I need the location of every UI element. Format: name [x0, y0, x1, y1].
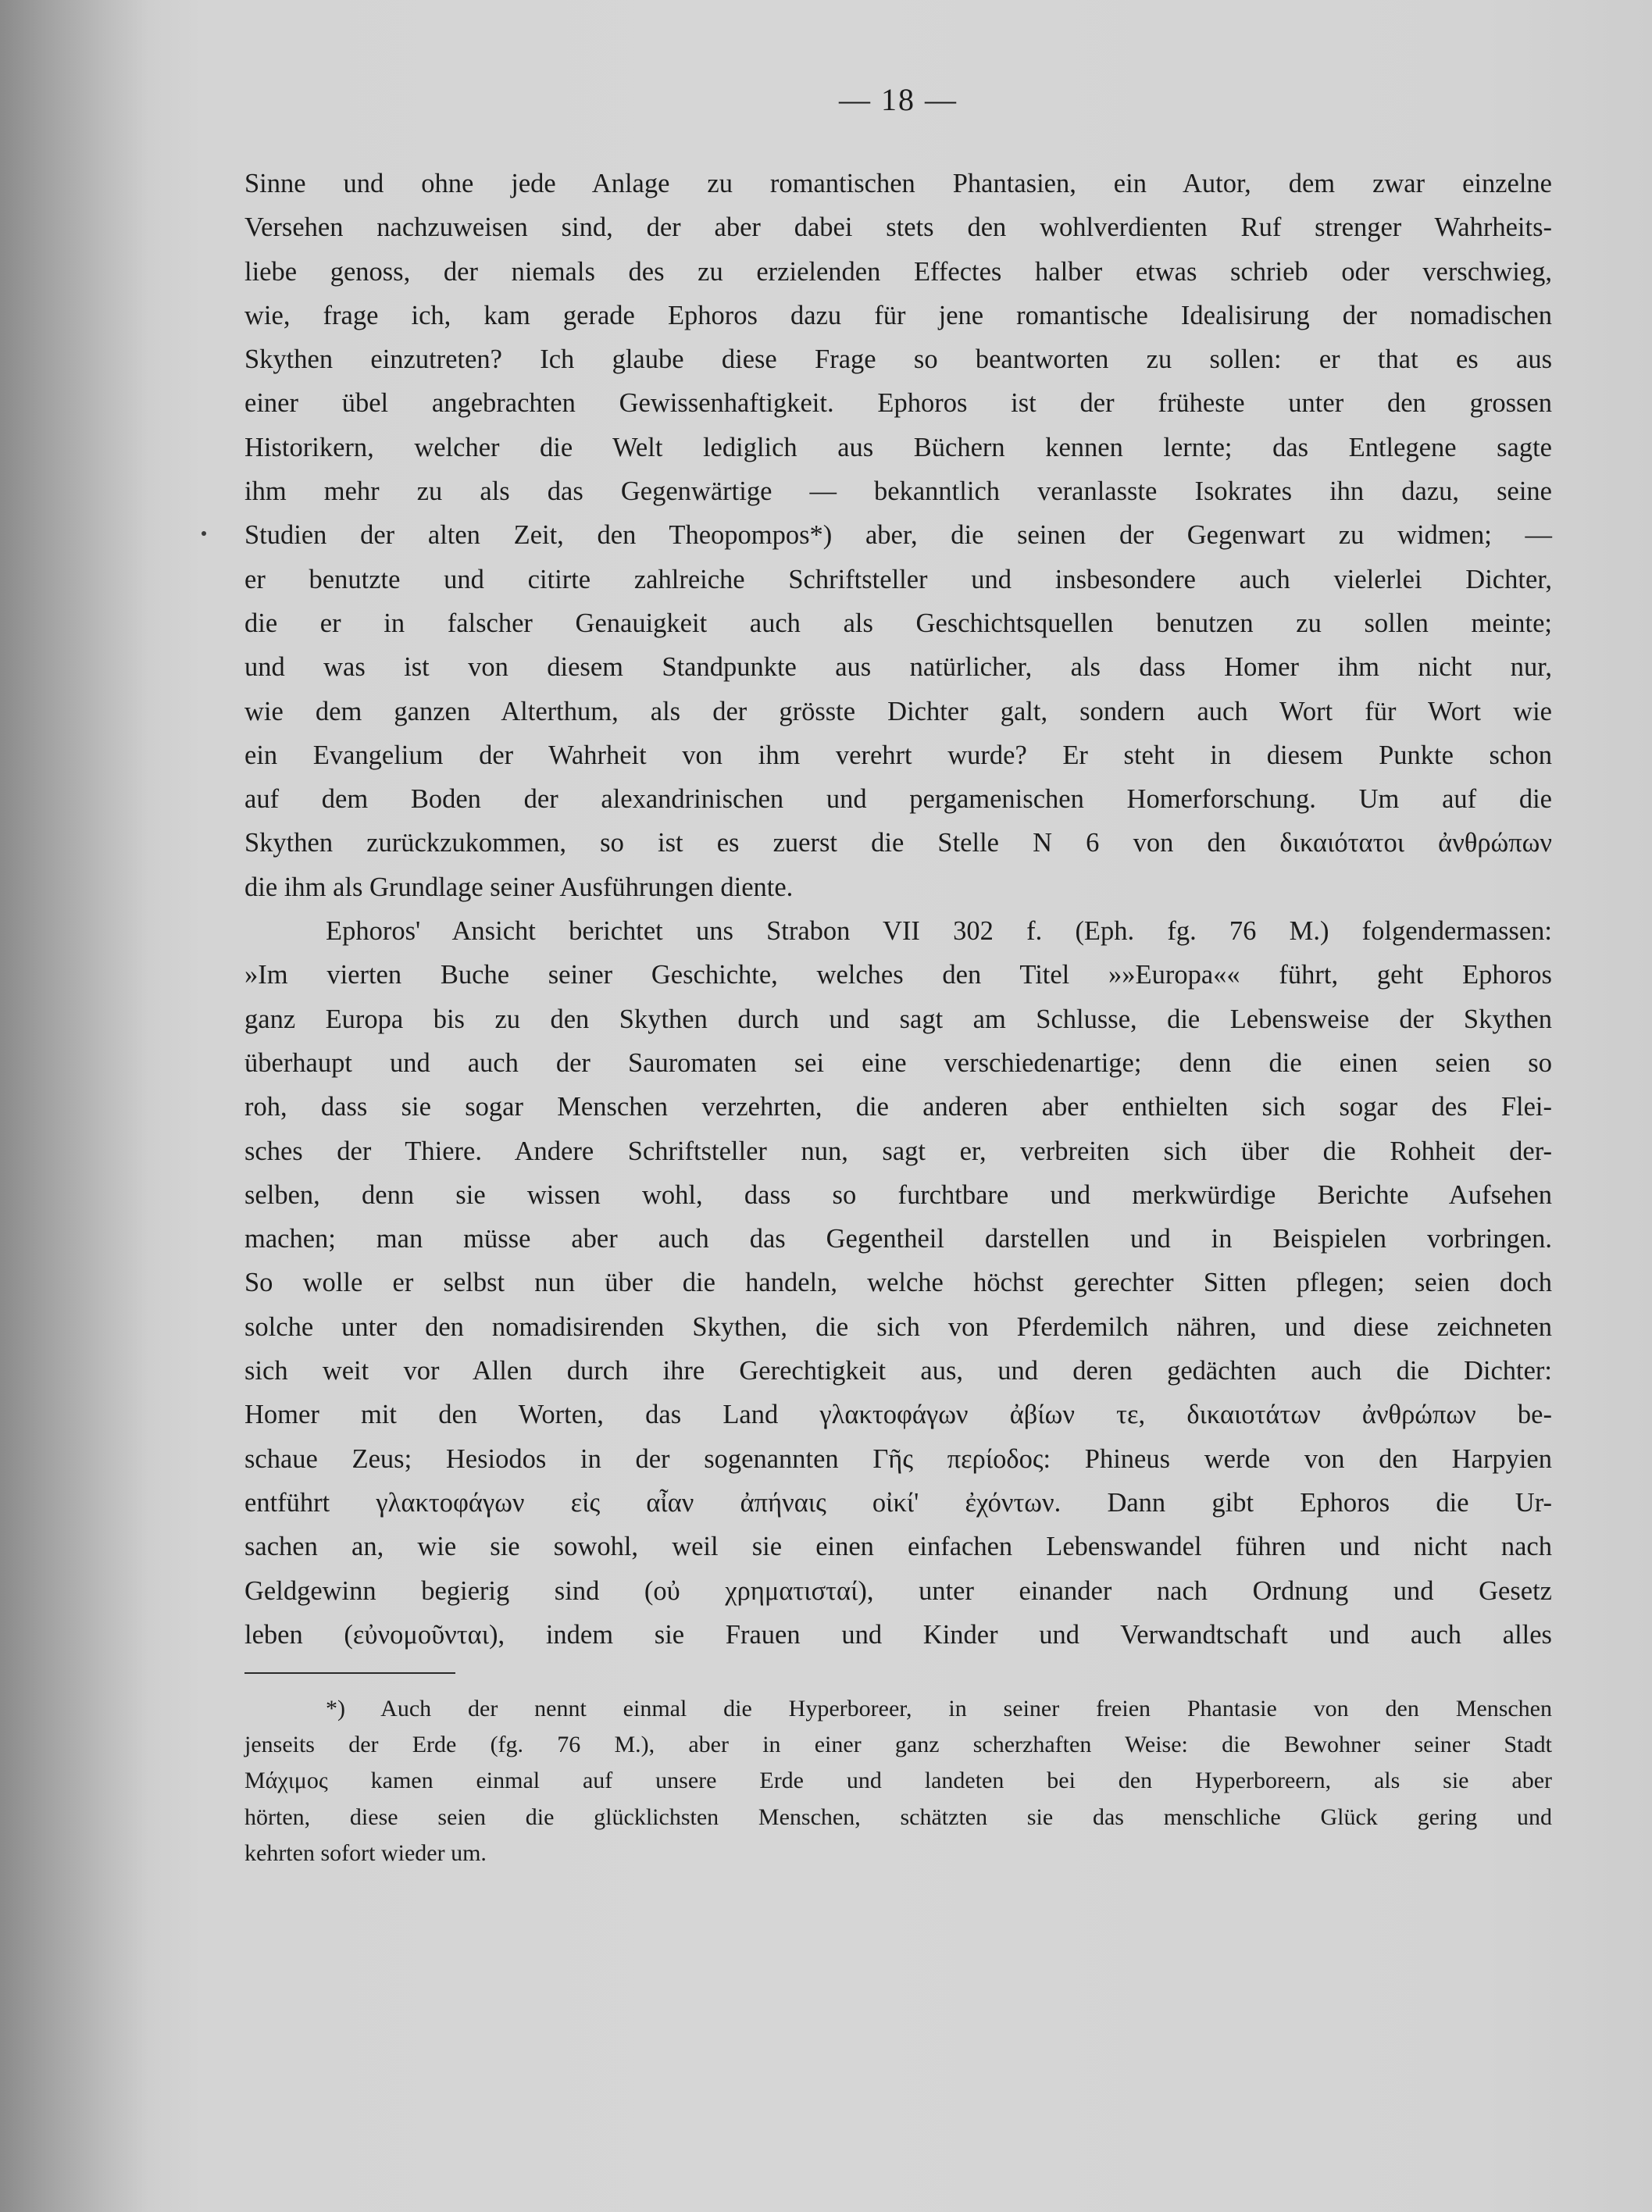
- paragraph-end-line: die ihm als Grundlage seiner Ausführungen diente.: [244, 872, 794, 902]
- text-line: entführt γλακτοφάγων εἰς αἶαν ἀπήναις οἰκί' ἐχόντων. Dann gibt Ephoros die Ur-: [244, 1487, 1552, 1518]
- text-line: Skythen zurückzukommen, so ist es zuerst die Stelle N 6 von den δικαιότατοι ἀνθρώπων: [244, 828, 1552, 858]
- text-line: liebe genoss, der niemals des zu erzielenden Effectes halber etwas schrieb oder verschwieg,: [244, 256, 1552, 287]
- binding-shadow: [0, 0, 148, 2212]
- text-line: wie dem ganzen Alterthum, als der grösste Dichter galt, sondern auch Wort für Wort wie: [244, 696, 1552, 726]
- footnote-line: jenseits der Erde (fg. 76 M.), aber in einer ganz scherzhaften Weise: die Bewohner seiner Stadt: [244, 1732, 1552, 1758]
- text-line: So wolle er selbst nun über die handeln, welche höchst gerechter Sitten pflegen; seien doch: [244, 1268, 1552, 1298]
- text-line: sich weit vor Allen durch ihre Gerechtigkeit aus, und deren gedächten auch die Dichter:: [244, 1356, 1552, 1386]
- text-line: einer übel angebrachten Gewissenhaftigkeit. Ephoros ist der früheste unter den grossen: [244, 388, 1552, 419]
- footnote-line: kehrten sofort wieder um.: [244, 1839, 487, 1866]
- footnote-divider: [244, 1672, 455, 1674]
- footnote-line: hörten, diese seien die glücklichsten Menschen, schätzten sie das menschliche Glück gering und: [244, 1803, 1552, 1830]
- text-line: sches der Thiere. Andere Schriftsteller nun, sagt er, verbreiten sich über die Rohheit der-: [244, 1136, 1552, 1166]
- text-line: die er in falscher Genauigkeit auch als Geschichtsquellen benutzen zu sollen meinte;: [244, 608, 1552, 638]
- page-number: — 18 —: [839, 82, 958, 117]
- text-line: Versehen nachzuweisen sind, der aber dabei stets den wohlverdienten Ruf strenger Wahrheits-: [244, 212, 1552, 243]
- text-line: solche unter den nomadisirenden Skythen, die sich von Pferdemilch nähren, und diese zeichneten: [244, 1311, 1552, 1342]
- main-text: [244, 162, 1552, 1657]
- text-line: leben (εὐνομοῦνται), indem sie Frauen und Kinder und Verwandtschaft und auch alles: [244, 1619, 1552, 1650]
- text-line: er benutzte und citirte zahlreiche Schriftsteller und insbesondere auch vielerlei Dichter,: [244, 564, 1552, 594]
- text-line: sachen an, wie sie sowohl, weil sie einen einfachen Lebenswandel führen und nicht nach: [244, 1532, 1552, 1562]
- text-line: ihm mehr zu als das Gegenwärtige — bekanntlich veranlasste Isokrates ihn dazu, seine: [244, 476, 1552, 507]
- footnote: [244, 1691, 1552, 1871]
- text-line: Skythen einzutreten? Ich glaube diese Frage so beantworten zu sollen: er that es aus: [244, 344, 1552, 375]
- text-line: überhaupt und auch der Sauromaten sei eine verschiedenartige; denn die einen seien so: [244, 1047, 1552, 1078]
- text-line: selben, denn sie wissen wohl, dass so furchtbare und merkwürdige Berichte Aufsehen: [244, 1179, 1552, 1210]
- text-line: ein Evangelium der Wahrheit von ihm verehrt wurde? Er steht in diesem Punkte schon: [244, 740, 1552, 770]
- text-line: und was ist von diesem Standpunkte aus natürlicher, als dass Homer ihm nicht nur,: [244, 652, 1552, 683]
- footnote-line: *) Auch der nennt einmal die Hyperboreer, in seiner freien Phantasie von den Menschen: [326, 1696, 1552, 1721]
- text-line: auf dem Boden der alexandrinischen und pergamenischen Homerforschung. Um auf die: [244, 784, 1552, 815]
- text-line: schaue Zeus; Hesiodos in der sogenannten Γῆς περίοδος: Phineus werde von den Harpyien: [244, 1443, 1552, 1474]
- paragraph-first-line: Ephoros' Ansicht berichtet uns Strabon VII 302 f. (Eph. fg. 76 M.) folgendermassen:: [326, 916, 1552, 947]
- text-line: »Im vierten Buche seiner Geschichte, welches den Titel »»Europa«« führt, geht Ephoros: [244, 960, 1552, 990]
- text-line: wie, frage ich, kam gerade Ephoros dazu für jene romantische Idealisirung der nomadischen: [244, 300, 1552, 330]
- text-line: machen; man müsse aber auch das Gegentheil darstellen und in Beispielen vorbringen.: [244, 1224, 1552, 1254]
- print-speck: [202, 531, 206, 536]
- text-line: ganz Europa bis zu den Skythen durch und sagt am Schlusse, die Lebensweise der Skythen: [244, 1004, 1552, 1034]
- text-line: Sinne und ohne jede Anlage zu romantischen Phantasien, ein Autor, dem zwar einzelne: [244, 169, 1552, 198]
- text-line: roh, dass sie sogar Menschen verzehrten, die anderen aber enthielten sich sogar des Flei-: [244, 1092, 1552, 1122]
- text-line: Historikern, welcher die Welt lediglich aus Büchern kennen lernte; das Entlegene sagte: [244, 432, 1552, 462]
- text-line: Studien der alten Zeit, den Theopompos*) aber, die seinen der Gegenwart zu widmen; —: [244, 520, 1552, 551]
- text-line: Geldgewinn begierig sind (οὐ χρηματισταί), unter einander nach Ordnung und Gesetz: [244, 1575, 1552, 1606]
- footnote-line: Μάχιμος kamen einmal auf unsere Erde und landeten bei den Hyperboreern, als sie aber: [244, 1768, 1552, 1794]
- text-line: Homer mit den Worten, das Land γλακτοφάγων ἀβίων τε, δικαιοτάτων ἀνθρώπων be-: [244, 1400, 1552, 1430]
